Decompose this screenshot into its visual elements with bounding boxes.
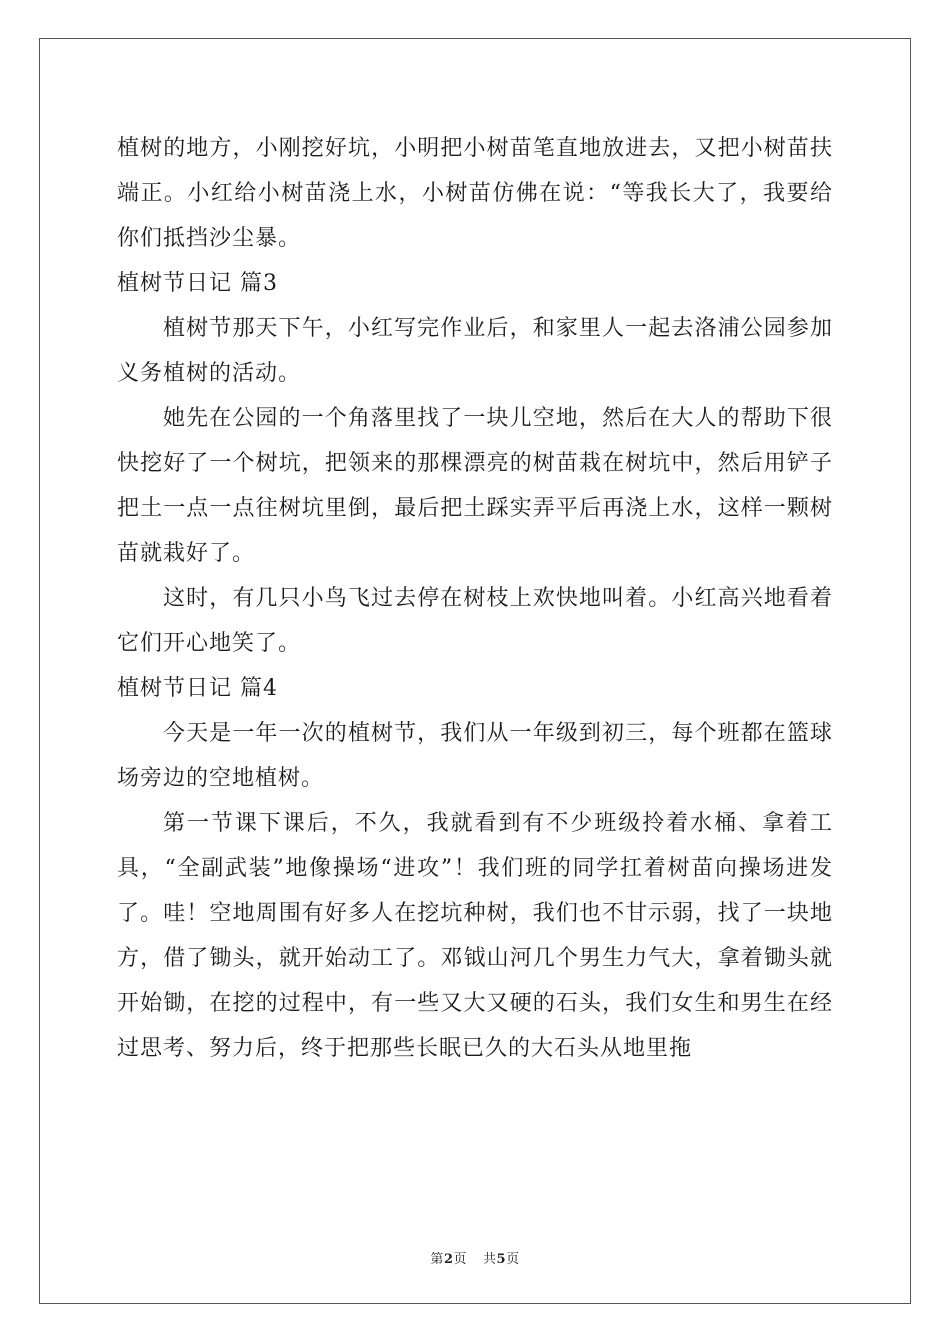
paragraph: 这时，有几只小鸟飞过去停在树枝上欢快地叫着。小红高兴地看着它们开心地笑了。: [117, 586, 833, 656]
paragraph: 植树的地方，小刚挖好坑，小明把小树苗笔直地放进去，又把小树苗扶端正。小红给小树苗浇上水，小树苗仿佛在说：“等我长大了，我要给你们抵挡沙尘暴。: [117, 136, 833, 251]
page-prefix: 第: [430, 1252, 444, 1267]
page-footer: [0, 1248, 950, 1267]
total-unit: 页: [506, 1252, 520, 1267]
page-unit: 页: [453, 1252, 467, 1267]
paragraph: 她先在公园的一个角落里找了一块儿空地，然后在大人的帮助下很快挖好了一个树坑，把领来的那棵漂亮的树苗栽在树坑中，然后用铲子把土一点一点往树坑里倒，最后把土踩实弄平后再浇上水，这样一颗树苗就栽好了。: [117, 406, 833, 566]
paragraph: 植树节那天下午，小红写完作业后，和家里人一起去洛浦公园参加义务植树的活动。: [117, 316, 833, 386]
paragraph: 第一节课下课后，不久，我就看到有不少班级拎着水桶、拿着工具，“全副武装”地像操场“进攻”！我们班的同学扛着树苗向操场进发了。哇！空地周围有好多人在挖坑种树，我们也不甘示弱，找了一块地方，借了锄头，就开始动工了。邓钺山河几个男生力气大，拿着锄头就开始锄，在挖的过程中，有一些又大又硬的石头，我们女生和男生在经过思考、努力后，终于把那些长眠已久的大石头从地里拖: [117, 811, 833, 1061]
total-page-number: 5: [496, 1252, 507, 1267]
document-body: [117, 126, 833, 1071]
paragraph: 今天是一年一次的植树节，我们从一年级到初三，每个班都在篮球场旁边的空地植树。: [117, 721, 833, 791]
total-prefix: 共: [483, 1252, 497, 1267]
section-heading: 植树节日记 篇3: [117, 271, 278, 296]
section-heading: 植树节日记 篇4: [117, 676, 278, 701]
current-page-number: 2: [443, 1252, 454, 1267]
